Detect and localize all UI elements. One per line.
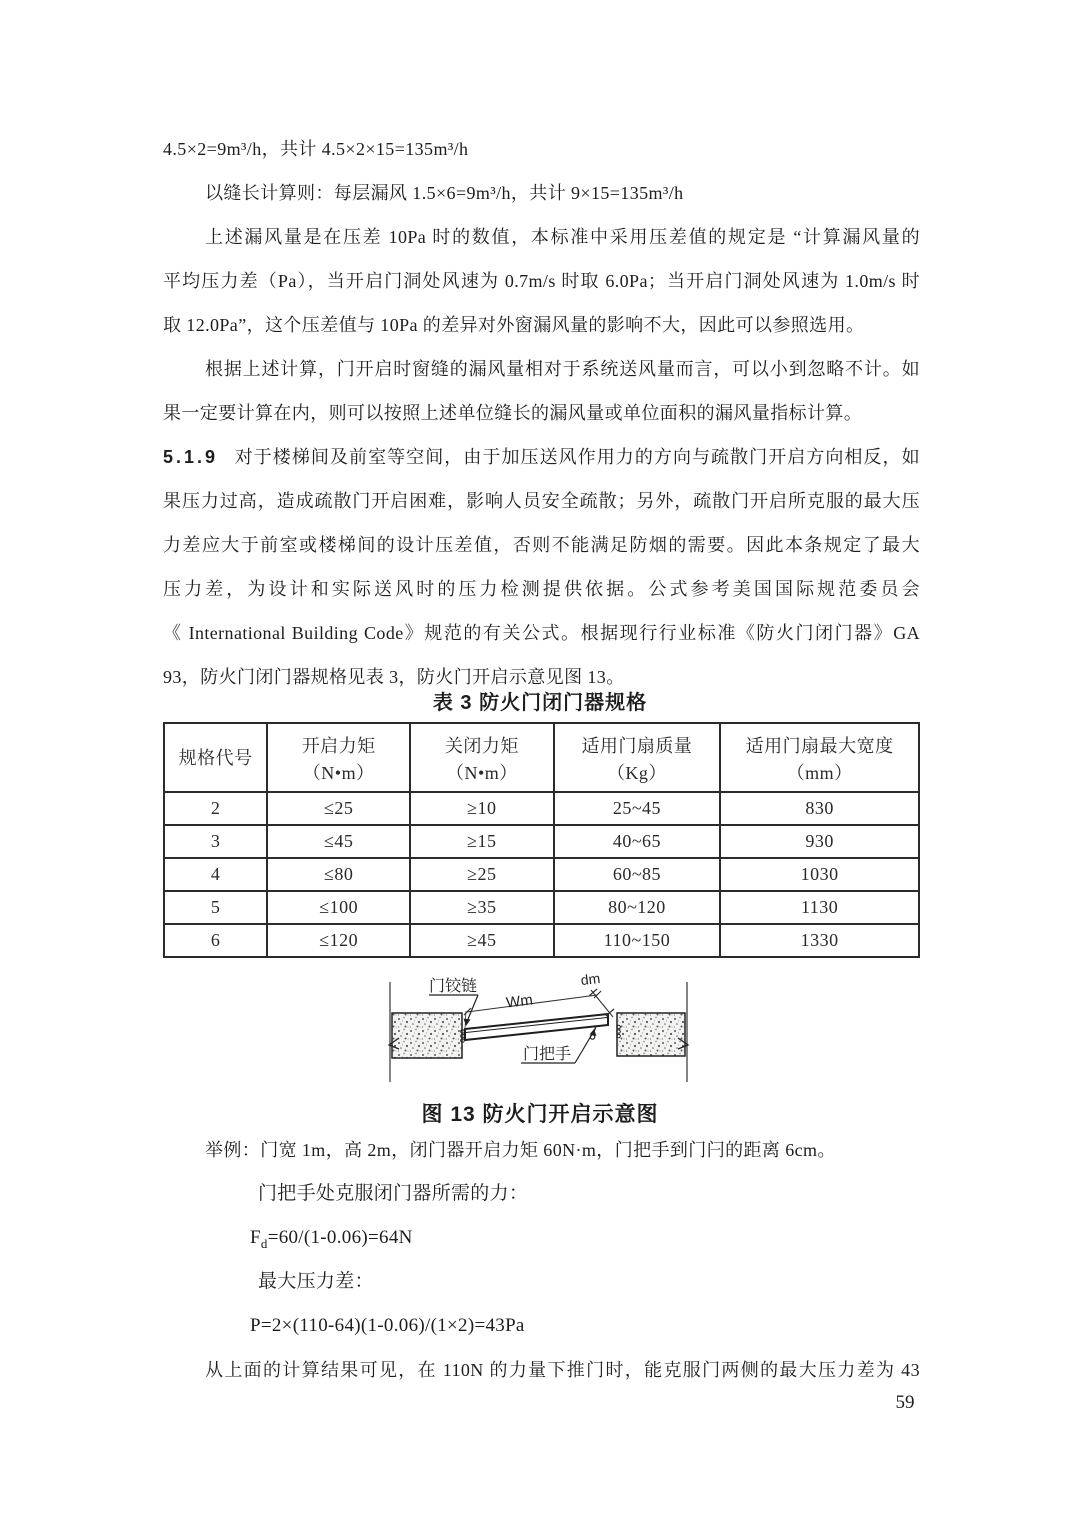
- hinge-label: 门铰链: [428, 978, 478, 995]
- body-line: 果压力过高，造成疏散门开启困难，影响人员安全疏散；另外，疏散门开启所克服的最大压: [163, 491, 920, 511]
- dm-label: dm: [579, 969, 602, 989]
- body-line: 93，防火门闭门器规格见表 3，防火门开启示意见图 13。: [163, 667, 625, 687]
- table-cell: 830: [720, 792, 919, 825]
- table-cell: 5: [164, 891, 267, 924]
- header-cell: 规格代号: [164, 723, 267, 792]
- header-cell: 适用门扇最大宽度 （mm）: [720, 723, 919, 792]
- table-cell: ≥45: [410, 924, 554, 957]
- table-cell: 25~45: [554, 792, 721, 825]
- body-line: 果一定要计算在内，则可以按照上述单位缝长的漏风量或单位面积的漏风量指标计算。: [163, 403, 863, 423]
- body-line: 力差应大于前室或楼梯间的设计压差值，否则不能满足防烟的需要。因此本条规定了最大: [163, 535, 920, 555]
- table-cell: 1030: [720, 858, 919, 891]
- table-cell: 40~65: [554, 825, 721, 858]
- table-cell: 80~120: [554, 891, 721, 924]
- table-header-row: [164, 723, 919, 792]
- header-cell: 关闭力矩 （N•m）: [410, 723, 554, 792]
- example-line: 门把手处克服闭门器所需的力：: [258, 1183, 529, 1204]
- fire-door-diagram: [385, 968, 715, 1096]
- table-cell: 3: [164, 825, 267, 858]
- body-line: 压力差，为设计和实际送风时的压力检测提供依据。公式参考美国国际规范委员会: [163, 579, 920, 599]
- table-cell: 930: [720, 825, 919, 858]
- figure-caption: 图 13 防火门开启示意图: [421, 1103, 659, 1126]
- dm-dimension: [589, 989, 614, 1017]
- table-row: [164, 924, 919, 957]
- table-row: [164, 825, 919, 858]
- header-cell: 适用门扇质量 （Kg）: [554, 723, 721, 792]
- wm-label: Wm: [505, 991, 534, 1012]
- table-cell: ≥15: [410, 825, 554, 858]
- body-line: 以缝长计算则：每层漏风 1.5×6=9m³/h，共计 9×15=135m³/h: [205, 183, 684, 203]
- body-line: 对于楼梯间及前室等空间，由于加压送风作用力的方向与疏散门开启方向相反，如: [234, 447, 920, 467]
- main-text-block: [163, 127, 920, 699]
- table-cell: ≥25: [410, 858, 554, 891]
- example-line: 从上面的计算结果可见，在 110N 的力量下推门时，能克服门两侧的最大压力差为 43: [205, 1360, 920, 1380]
- table-cell: 4: [164, 858, 267, 891]
- body-line: 平均压力差（Pa），当开启门洞处风速为 0.7m/s 时取 6.0Pa；当开启门洞处风速为 1.0m/s 时: [163, 271, 920, 291]
- table-cell: ≤25: [267, 792, 410, 825]
- table-cell: ≤80: [267, 858, 410, 891]
- table-cell: ≥10: [410, 792, 554, 825]
- door-panel: [465, 1014, 608, 1040]
- body-line: 4.5×2=9m³/h，共计 4.5×2×15=135m³/h: [163, 139, 469, 159]
- table-cell: ≤100: [267, 891, 410, 924]
- body-line: 取 12.0Pa”，这个压差值与 10Pa 的差异对外窗漏风量的影响不大，因此可以参照选用。: [163, 315, 865, 335]
- table-cell: 110~150: [554, 924, 721, 957]
- table-cell: 60~85: [554, 858, 721, 891]
- table-row: [164, 792, 919, 825]
- wall-right: [617, 1013, 685, 1056]
- table-title: 表 3 防火门闭门器规格: [432, 692, 648, 714]
- section-number: 5.1.9: [163, 447, 219, 467]
- page-number: 59: [895, 1392, 915, 1413]
- table-cell: ≤120: [267, 924, 410, 957]
- formula-p: P=2×(110-64)(1-0.06)/(1×2)=43Pa: [250, 1315, 525, 1336]
- table-cell: 1330: [720, 924, 919, 957]
- table-cell: 2: [164, 792, 267, 825]
- header-cell: 开启力矩 （N•m）: [267, 723, 410, 792]
- section-5-1-9-line: [163, 435, 920, 479]
- body-line: 《 International Building Code》规范的有关公式。根据现行行业标准《防火门闭门器》GA: [163, 623, 920, 643]
- handle-label: 门把手: [522, 1046, 572, 1063]
- example-block: [163, 1128, 920, 1392]
- fire-door-figure: [385, 968, 715, 1096]
- table-cell: 6: [164, 924, 267, 957]
- fire-door-closer-table: [163, 722, 920, 958]
- table-cell: ≥35: [410, 891, 554, 924]
- body-line: 上述漏风量是在压差 10Pa 时的数值，本标准中采用压差值的规定是 “计算漏风量的: [205, 227, 920, 247]
- example-line: 最大压力差：: [258, 1271, 374, 1292]
- body-line: 根据上述计算，门开启时窗缝的漏风量相对于系统送风量而言，可以小到忽略不计。如: [205, 359, 920, 379]
- example-line: 举例：门宽 1m，高 2m，闭门器开启力矩 60N·m，门把手到门闩的距离 6cm。: [205, 1140, 836, 1160]
- wall-left: [392, 1013, 462, 1058]
- table-cell: 1130: [720, 891, 919, 924]
- table-row: [164, 891, 919, 924]
- formula-fd: $F_d=60/(1-0.06)=64N$: [250, 1227, 413, 1251]
- table-cell: ≤45: [267, 825, 410, 858]
- table-row: [164, 858, 919, 891]
